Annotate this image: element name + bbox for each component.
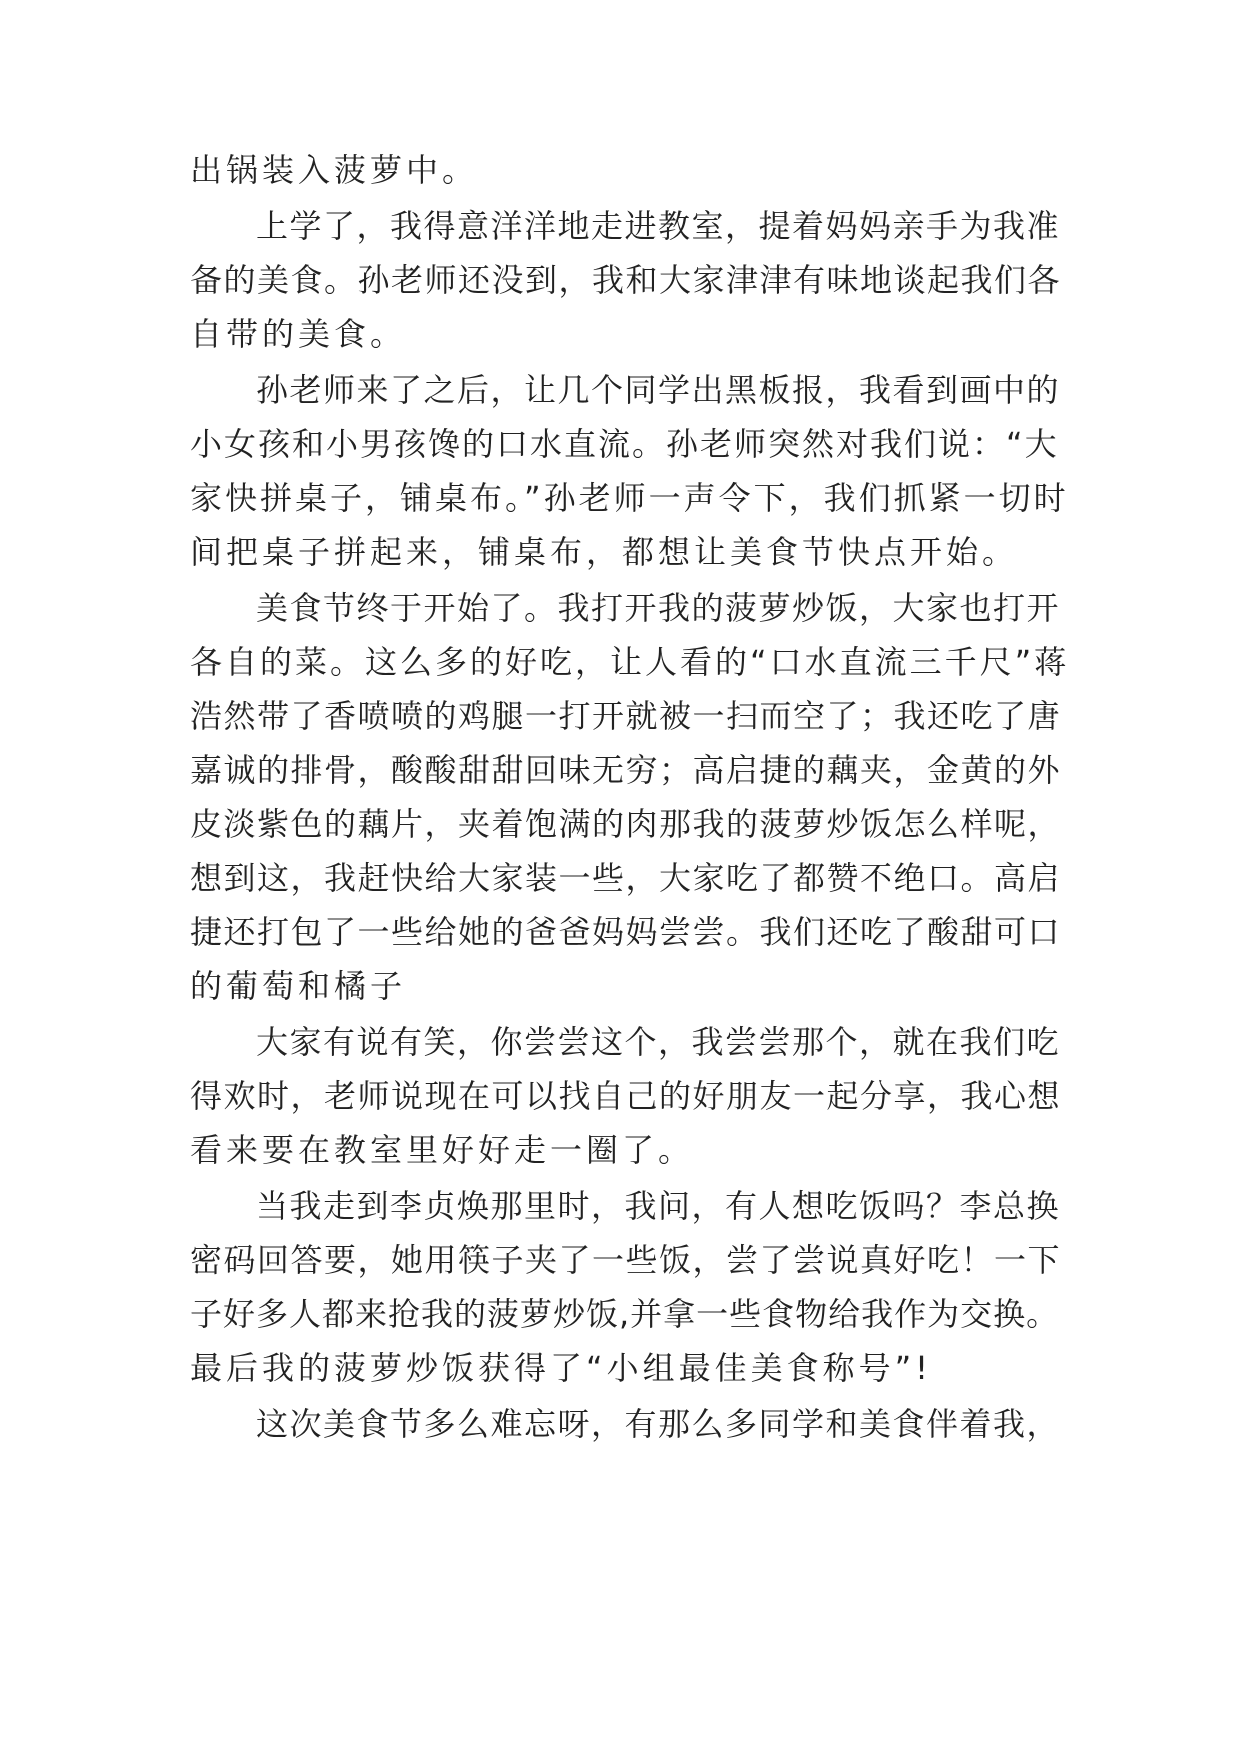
text-line: 小女孩和小男孩馋的口水直流。孙老师突然对我们说：“大 (190, 425, 1059, 463)
text-line: 密码回答要，她用筷子夹了一些饭，尝了尝说真好吃！一下 (190, 1241, 1062, 1279)
text-line: 想到这，我赶快给大家装一些，大家吃了都赞不绝口。高启 (190, 859, 1062, 897)
paragraph-first-line: 这次美食节多么难忘呀，有那么多同学和美食伴着我， (256, 1405, 1061, 1443)
text-line: 各自的菜。这么多的好吃，让人看的“口水直流三千尺”蒋 (190, 643, 1070, 681)
text-line: 嘉诚的排骨，酸酸甜甜回味无穷；高启捷的藕夹，金黄的外 (190, 751, 1062, 789)
text-line: 出锅装入菠萝中。 (190, 151, 479, 189)
text-line: 皮淡紫色的藕片，夹着饱满的肉那我的菠萝炒饭怎么样呢， (190, 805, 1062, 843)
paragraph-first-line: 大家有说有笑，你尝尝这个，我尝尝那个，就在我们吃 (256, 1023, 1061, 1061)
text-line: 得欢时，老师说现在可以找自己的好朋友一起分享，我心想 (190, 1077, 1062, 1115)
text-line: 最后我的菠萝炒饭获得了“小组最佳美食称号”! (190, 1349, 932, 1387)
text-line: 间把桌子拼起来，铺桌布，都想让美食节快点开始。 (190, 533, 1019, 571)
text-line: 浩然带了香喷喷的鸡腿一打开就被一扫而空了；我还吃了唐 (190, 697, 1062, 735)
text-line: 自带的美食。 (190, 315, 407, 353)
text-line: 的葡萄和橘子 (190, 967, 407, 1005)
text-line: 家快拼桌子，铺桌布。”孙老师一声令下，我们抓紧一切时 (190, 479, 1069, 517)
paragraph-first-line: 上学了，我得意洋洋地走进教室，提着妈妈亲手为我准 (256, 207, 1061, 245)
text-line: 捷还打包了一些给她的爸爸妈妈尝尝。我们还吃了酸甜可口 (190, 913, 1062, 951)
text-line: 备的美食。孙老师还没到，我和大家津津有味地谈起我们各 (190, 261, 1062, 299)
paragraph-first-line: 孙老师来了之后，让几个同学出黑板报，我看到画中的 (256, 371, 1061, 409)
paragraph-first-line: 当我走到李贞焕那里时，我问，有人想吃饭吗？李总换 (256, 1187, 1061, 1225)
text-line: 看来要在教室里好好走一圈了。 (190, 1131, 695, 1169)
text-line: 子好多人都来抢我的菠萝炒饭,并拿一些食物给我作为交换。 (190, 1295, 1060, 1333)
paragraph-first-line: 美食节终于开始了。我打开我的菠萝炒饭，大家也打开 (256, 589, 1061, 627)
